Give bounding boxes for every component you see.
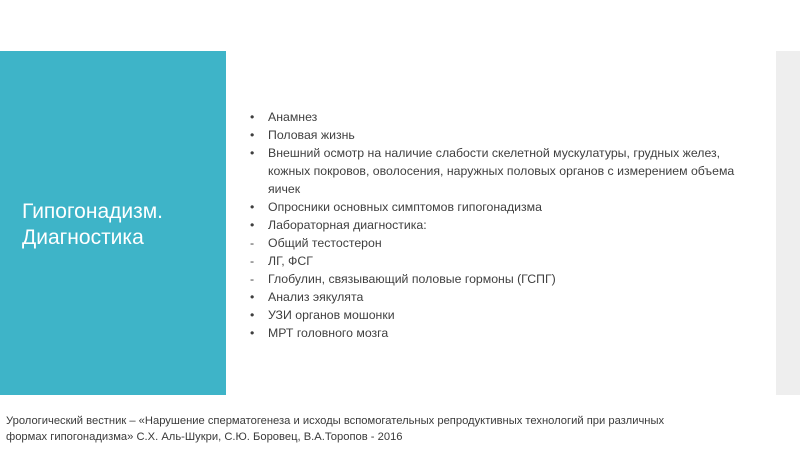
bullet-marker: • — [250, 308, 255, 322]
citation-footer — [6, 413, 786, 445]
list-item-text: Половая жизнь — [268, 128, 355, 142]
bullet-marker: • — [250, 200, 255, 214]
list-item-sexual-life — [250, 126, 750, 144]
bullet-marker: • — [250, 110, 255, 124]
dash-marker: - — [250, 254, 255, 268]
list-item-text: Анализ эякулята — [268, 290, 364, 304]
list-item-text: УЗИ органов мошонки — [268, 308, 395, 322]
bullet-marker: • — [250, 290, 255, 304]
list-item-text: Лабораторная диагностика: — [268, 218, 427, 232]
list-item-history — [250, 108, 750, 126]
bullet-marker: • — [250, 128, 255, 142]
list-item-questionnaires — [250, 198, 750, 216]
diagnostics-list — [250, 108, 750, 342]
list-item-total-testosterone — [250, 234, 750, 252]
list-item-shbg — [250, 270, 750, 288]
list-item-brain-mri — [250, 324, 750, 342]
slide-title-line-2: Диагностика — [22, 226, 144, 249]
bullet-marker: • — [250, 326, 255, 340]
list-item-text: Глобулин, связывающий половые гормоны (ГСПГ) — [268, 272, 556, 286]
bullet-marker: • — [250, 146, 255, 160]
list-item-text: Внешний осмотр на наличие слабости скелетной мускулатуры, грудных желез, кожных покровов, оволосения, наружных половых органов с измерением объема яичек — [268, 146, 735, 196]
list-item-text: Общий тестостерон — [268, 236, 382, 250]
bullet-marker: • — [250, 218, 255, 232]
list-item-text: МРТ головного мозга — [268, 326, 389, 340]
dash-marker: - — [250, 236, 255, 250]
citation-line-2: формах гипогонадизма» С.Х. Аль-Шукри, С.Ю. Боровец, В.А.Торопов - 2016 — [6, 431, 403, 443]
list-item-text: ЛГ, ФСГ — [268, 254, 313, 268]
citation-line-1: Урологический вестник – «Нарушение сперматогенеза и исходы вспомогательных репродуктивных технологий при различных — [6, 415, 665, 427]
slide-title-line-1: Гипогонадизм. — [22, 200, 164, 223]
list-item-lh-fsh — [250, 252, 750, 270]
list-item-physical-exam — [250, 144, 750, 198]
list-item-text: Опросники основных симптомов гипогонадизма — [268, 200, 542, 214]
list-item-scrotal-ultrasound — [250, 306, 750, 324]
list-item-semen-analysis — [250, 288, 750, 306]
slide-title — [22, 199, 222, 251]
right-decorative-bar — [776, 51, 800, 395]
list-item-text: Анамнез — [268, 110, 318, 124]
list-item-lab-diagnostics — [250, 216, 750, 234]
dash-marker: - — [250, 272, 255, 286]
